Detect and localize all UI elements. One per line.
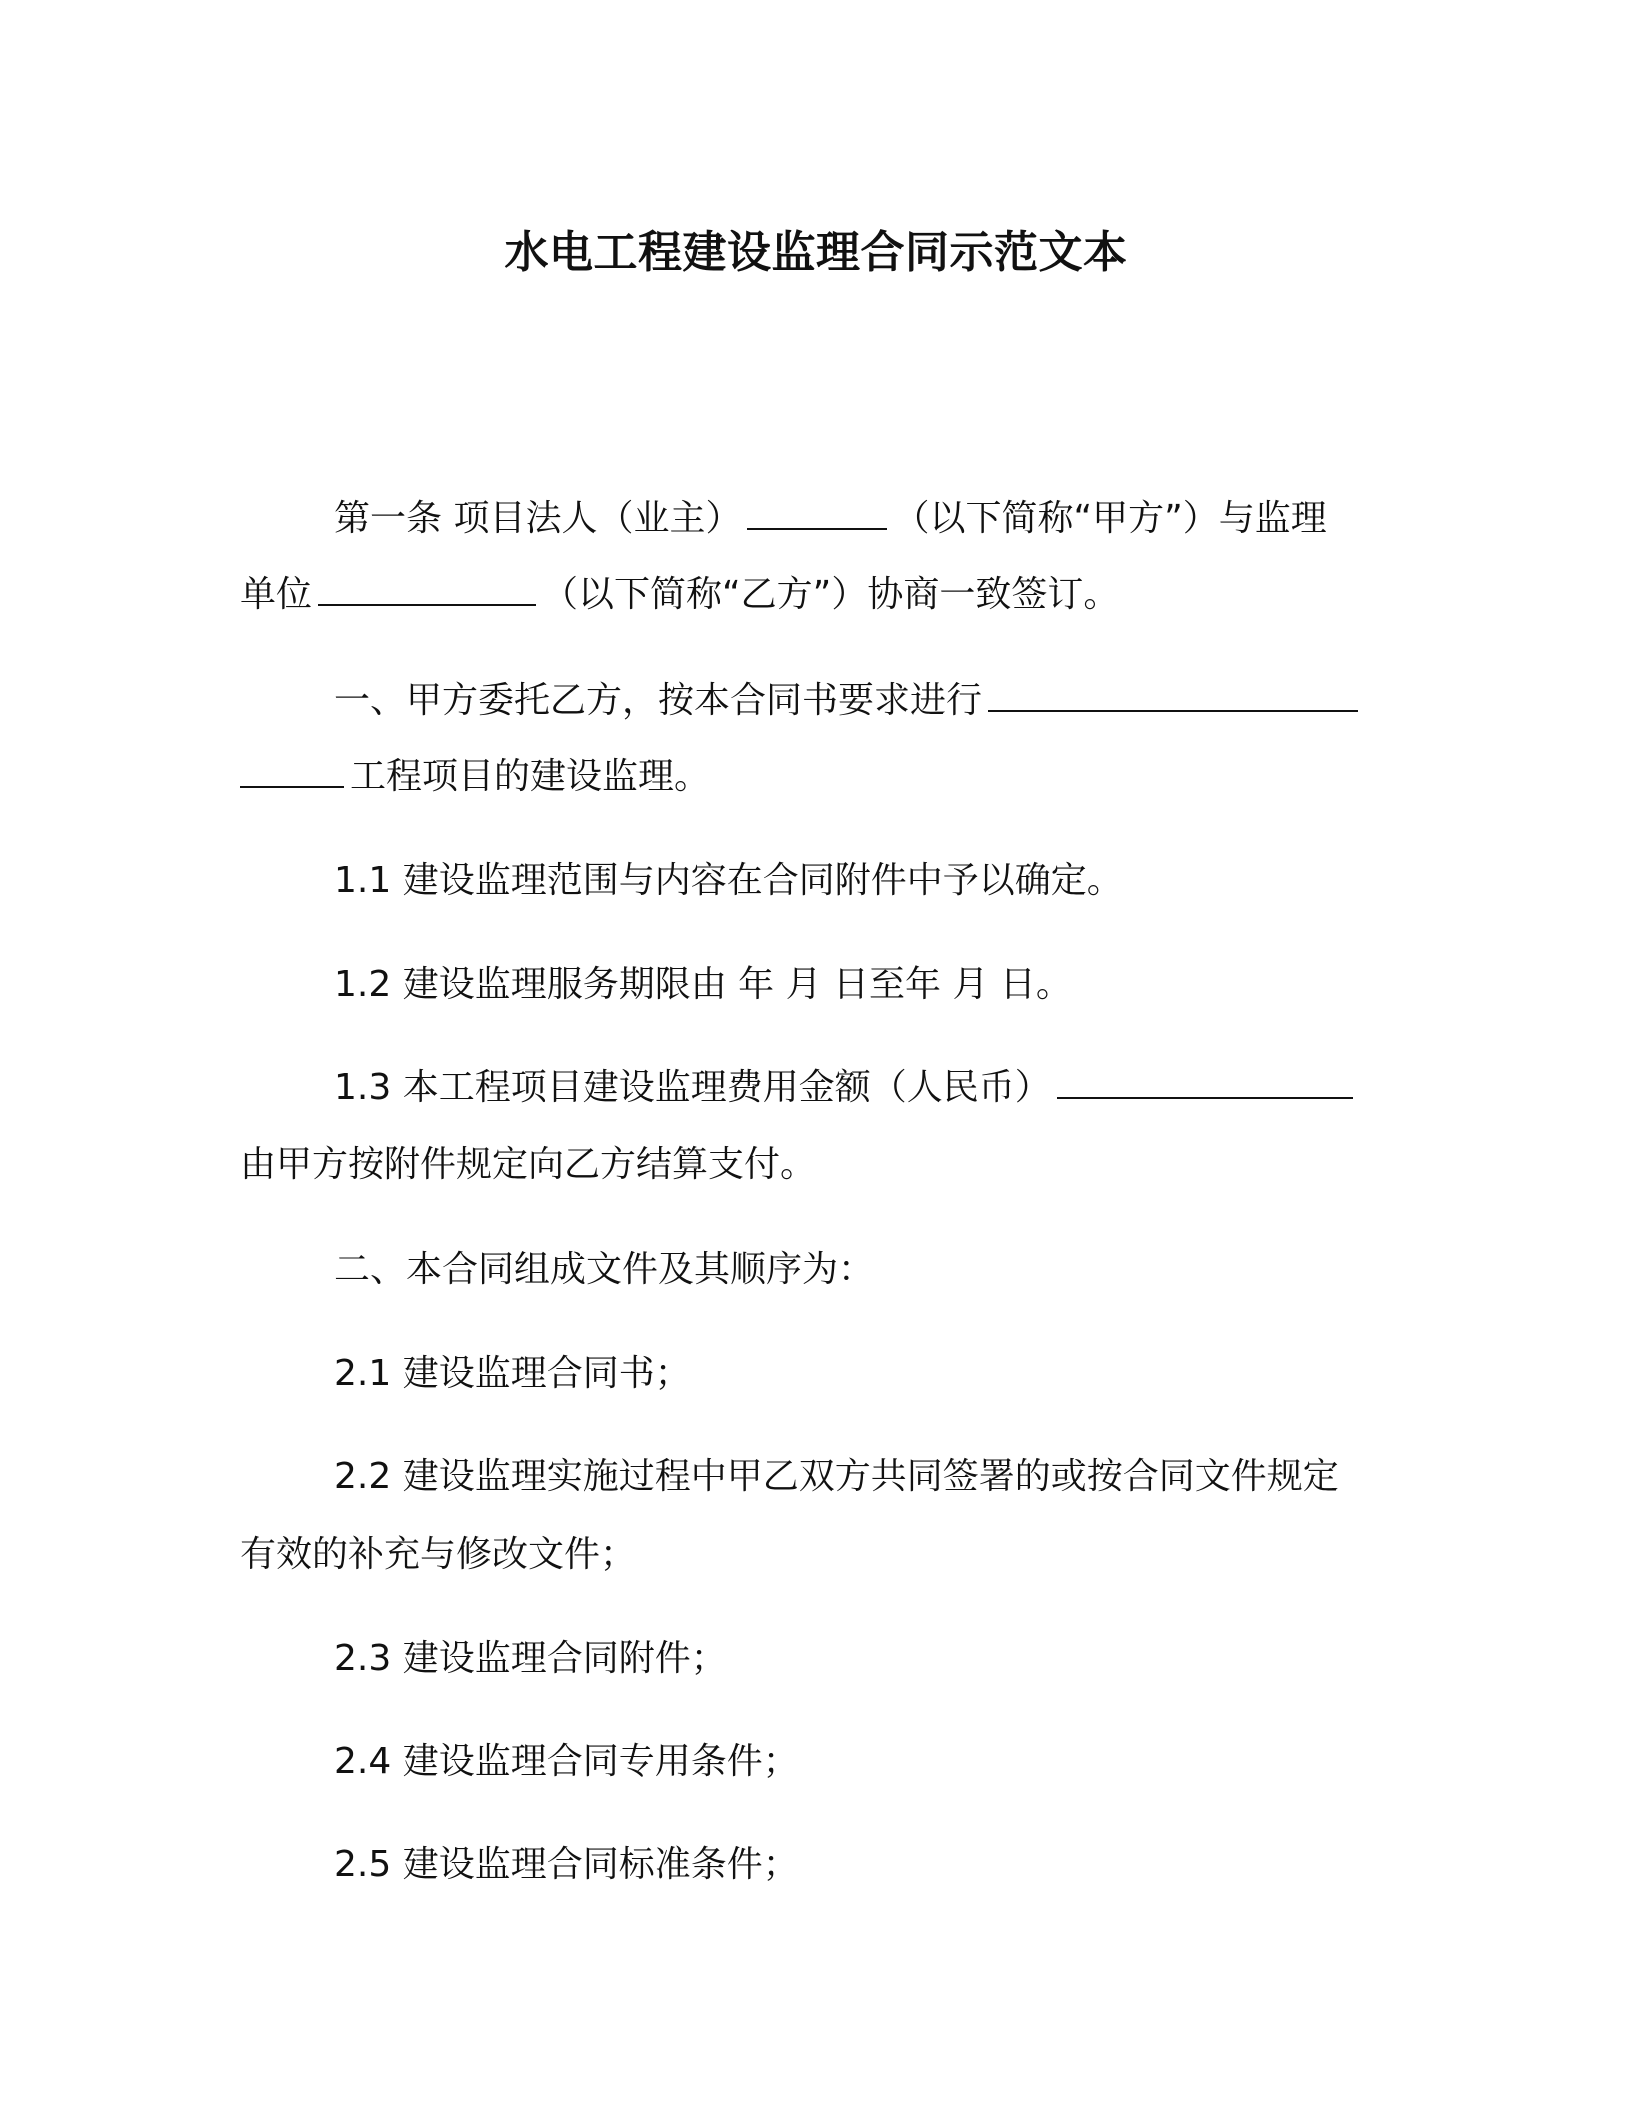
blank-project-name — [988, 676, 1358, 712]
item-1-2: 1.2 建设监理服务期限由 年 月 日至年 月 日。 — [334, 964, 1072, 1005]
article-1-line-2 — [240, 570, 1119, 620]
section-1-line-2 — [240, 752, 710, 802]
blank-employer-name — [747, 494, 887, 530]
article-1-text-b: （以下简称“甲方”）与监理 — [893, 498, 1327, 539]
section-1-text-a: 一、甲方委托乙方，按本合同书要求进行 — [334, 680, 983, 721]
item-2-2-line-2: 有效的补充与修改文件； — [240, 1534, 637, 1575]
item-1-1: 1.1 建设监理范围与内容在合同附件中予以确定。 — [334, 860, 1123, 901]
article-1-line-1 — [334, 494, 1327, 544]
section-2-heading: 二、本合同组成文件及其顺序为： — [334, 1249, 875, 1290]
item-1-3-text-a: 1.3 本工程项目建设监理费用金额（人民币） — [334, 1067, 1051, 1108]
item-1-3-line-2: 由甲方按附件规定向乙方结算支付。 — [240, 1144, 817, 1185]
document-title: 水电工程建设监理合同示范文本 — [504, 227, 1128, 278]
section-1-text-b: 工程项目的建设监理。 — [350, 756, 711, 797]
item-2-2-line-1: 2.2 建设监理实施过程中甲乙双方共同签署的或按合同文件规定 — [334, 1456, 1339, 1497]
item-1-3-line-1 — [334, 1063, 1359, 1113]
article-1-text-a: 第一条 项目法人（业主） — [334, 498, 742, 539]
section-1-line-1 — [334, 676, 1364, 726]
item-2-4: 2.4 建设监理合同专用条件； — [334, 1741, 799, 1782]
item-2-5: 2.5 建设监理合同标准条件； — [334, 1844, 799, 1885]
blank-supervisor-name — [318, 570, 536, 606]
item-2-1: 2.1 建设监理合同书； — [334, 1353, 691, 1394]
article-1-text-d: （以下简称“乙方”）协商一致签订。 — [542, 574, 1120, 615]
article-1-text-c: 单位 — [240, 574, 313, 615]
item-2-3: 2.3 建设监理合同附件； — [334, 1638, 727, 1679]
blank-fee-amount — [1057, 1063, 1353, 1099]
blank-project-name-cont — [240, 752, 344, 788]
